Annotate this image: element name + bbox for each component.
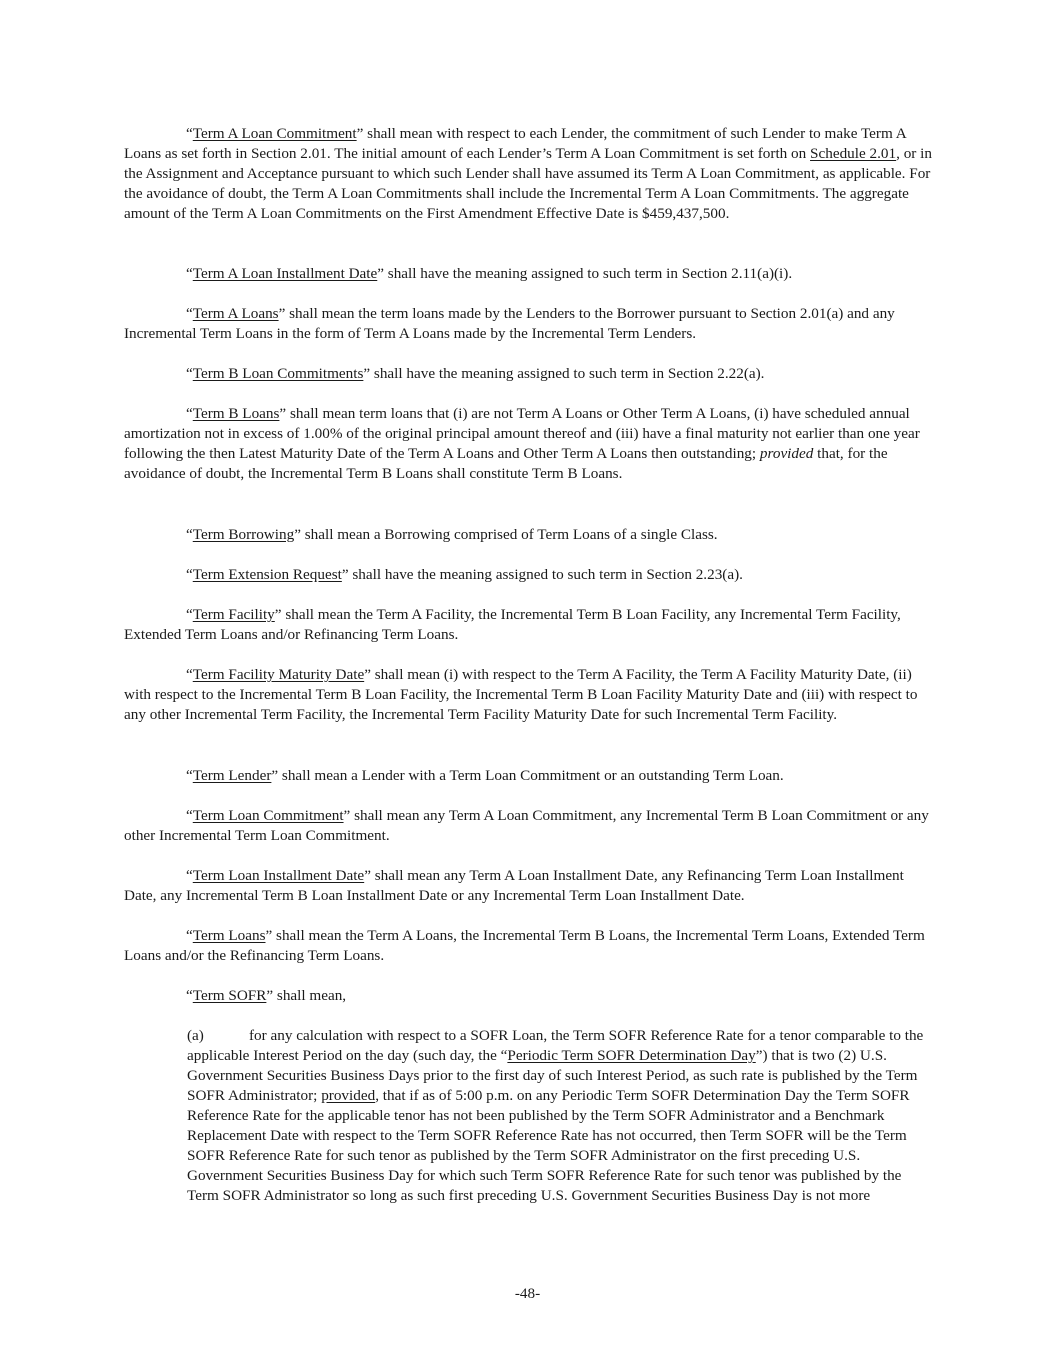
defined-term: Term Loans (192, 927, 266, 944)
open-quote: “ (186, 526, 193, 543)
open-quote: “ (186, 927, 193, 944)
clause-label: (a) (187, 1027, 204, 1044)
body-text: for any calculation with respect to a SOFR Loan, the Term SOFR Reference Rate for a tenor comparable to the applicable Interest Period on the day (such day, the “ (187, 1027, 924, 1064)
body-text: ” shall mean (i) with respect to the Term A Facility, the Term A Facility Maturity Date, (ii) with respect to the Incremental Term B Loan Facility, the Incremental Term B Loan Facility Maturity Date and (iii) with respect to any other Incremental Term Facility, the Incremental Term Facility Maturity Date for such Incremental Term Facility. (124, 666, 918, 723)
open-quote: “ (186, 125, 193, 142)
defined-term: Term SOFR (192, 987, 267, 1004)
definition-term-lender (124, 766, 932, 786)
defined-term: Term Lender (192, 767, 272, 784)
open-quote: “ (186, 566, 193, 583)
body-text: ” shall mean any Term A Loan Installment Date, any Refinancing Term Loan Installment Date, any Incremental Term B Loan Installment Date or any Incremental Term Loan Installment Date. (124, 867, 904, 904)
italic-text: provided (759, 445, 814, 462)
body-text: ” shall mean, (266, 987, 347, 1004)
body-text: ” shall have the meaning assigned to such term in Section 2.22(a). (363, 365, 765, 382)
term-sofr-clause-a (187, 1026, 932, 1206)
defined-term: Term Facility (192, 606, 275, 623)
definition-term-facility (124, 605, 932, 645)
page-number: -48- (514, 1285, 541, 1302)
body-text: ” shall mean the term loans made by the Lenders to the Borrower pursuant to Section 2.01(a) and any Incremental Term Loans in the form of Term A Loans made by the Incremental Term Lenders. (124, 305, 895, 342)
defined-term: Term Borrowing (192, 526, 295, 543)
body-text: ” shall mean a Borrowing comprised of Term Loans of a single Class. (294, 526, 718, 543)
definition-term-borrowing (124, 525, 932, 545)
body-text: that, for the avoidance of doubt, the Incremental Term B Loans shall constitute Term B Loans. (124, 445, 888, 482)
defined-term: Term Facility Maturity Date (192, 666, 365, 683)
defined-term: Term A Loans (192, 305, 279, 322)
definition-term-a-loan-installment-date (124, 264, 932, 284)
definition-term-extension-request (124, 565, 932, 585)
body-text: ” shall mean with respect to each Lender, the commitment of such Lender to make Term A Loans as set forth in Section 2.01. The initial amount of each Lender’s Term A Loan Commitment is set forth on (124, 125, 906, 162)
body-text: ” shall mean the Term A Loans, the Incremental Term B Loans, the Incremental Term Loans, Extended Term Loans and/or the Refinancing Term Loans. (124, 927, 925, 964)
defined-term: Term B Loans (192, 405, 280, 422)
defined-term: Term B Loan Commitments (192, 365, 364, 382)
definition-term-b-loan-commitments (124, 364, 932, 384)
clause-body (187, 1027, 923, 1204)
definition-term-loan-installment-date (124, 866, 932, 906)
open-quote: “ (186, 365, 193, 382)
body-text: , or in the Assignment and Acceptance pursuant to which such Lender shall have assumed its Term A Loan Commitment, as applicable. For the avoidance of doubt, the Term A Loan Commitments shall include the Incremental Term A Loan Commitments. The aggregate amount of the Term A Loan Commitments on the First Amendment Effective Date is $459,437,500. (124, 145, 932, 222)
defined-term: Term Loan Commitment (192, 807, 344, 824)
open-quote: “ (186, 405, 193, 422)
underlined-term: Schedule 2.01 (810, 145, 897, 162)
body-text: ” shall mean term loans that (i) are not Term A Loans or Other Term A Loans, (i) have scheduled annual amortization not in excess of 1.00% of the original principal amount thereof and (iii) have a final maturity not earlier than one year following the then Latest Maturity Date of the Term A Loans and Other Term A Loans then outstanding; (124, 405, 920, 462)
open-quote: “ (186, 767, 193, 784)
open-quote: “ (186, 606, 193, 623)
open-quote: “ (186, 807, 193, 824)
definition-term-facility-maturity-date (124, 665, 932, 725)
definition-term-loans (124, 926, 932, 966)
underlined-term: provided (321, 1087, 376, 1104)
definition-term-loan-commitment (124, 806, 932, 846)
open-quote: “ (186, 265, 193, 282)
body-text: , that if as of 5:00 p.m. on any Periodic Term SOFR Determination Day the Term SOFR Reference Rate for the applicable tenor has not been published by the Term SOFR Administrator and a Benchmark Replacement Date with respect to the Term SOFR Reference Rate has not occurred, then Term SOFR will be the Term SOFR Reference Rate for such tenor as published by the Term SOFR Administrator on the first preceding U.S. Government Securities Business Day for which such Term SOFR Reference Rate for such tenor was published by the Term SOFR Administrator so long as such first preceding U.S. Government Securities Business Day is not more (187, 1087, 910, 1204)
definition-term-a-loan-commitment (124, 124, 932, 224)
body-text: ”) that is two (2) U.S. Government Securities Business Days prior to the first day of such Interest Period, as such rate is published by the Term SOFR Administrator; (187, 1047, 918, 1104)
defined-term: Term A Loan Commitment (192, 125, 357, 142)
body-text: ” shall mean the Term A Facility, the Incremental Term B Loan Facility, any Incremental Term Facility, Extended Term Loans and/or Refinancing Term Loans. (124, 606, 901, 643)
body-text: ” shall have the meaning assigned to such term in Section 2.11(a)(i). (377, 265, 793, 282)
open-quote: “ (186, 305, 193, 322)
definition-term-sofr (124, 986, 932, 1006)
open-quote: “ (186, 867, 193, 884)
defined-term: Term Loan Installment Date (192, 867, 365, 884)
body-text: ” shall have the meaning assigned to such term in Section 2.23(a). (341, 566, 743, 583)
underlined-term: Periodic Term SOFR Determination Day (507, 1047, 756, 1064)
definition-term-a-loans (124, 304, 932, 344)
open-quote: “ (186, 987, 193, 1004)
body-text: ” shall mean a Lender with a Term Loan Commitment or an outstanding Term Loan. (271, 767, 784, 784)
definition-term-b-loans (124, 404, 932, 484)
defined-term: Term Extension Request (192, 566, 342, 583)
open-quote: “ (186, 666, 193, 683)
defined-term: Term A Loan Installment Date (192, 265, 378, 282)
body-text: ” shall mean any Term A Loan Commitment, any Incremental Term B Loan Commitment or any other Incremental Term Loan Commitment. (124, 807, 929, 844)
